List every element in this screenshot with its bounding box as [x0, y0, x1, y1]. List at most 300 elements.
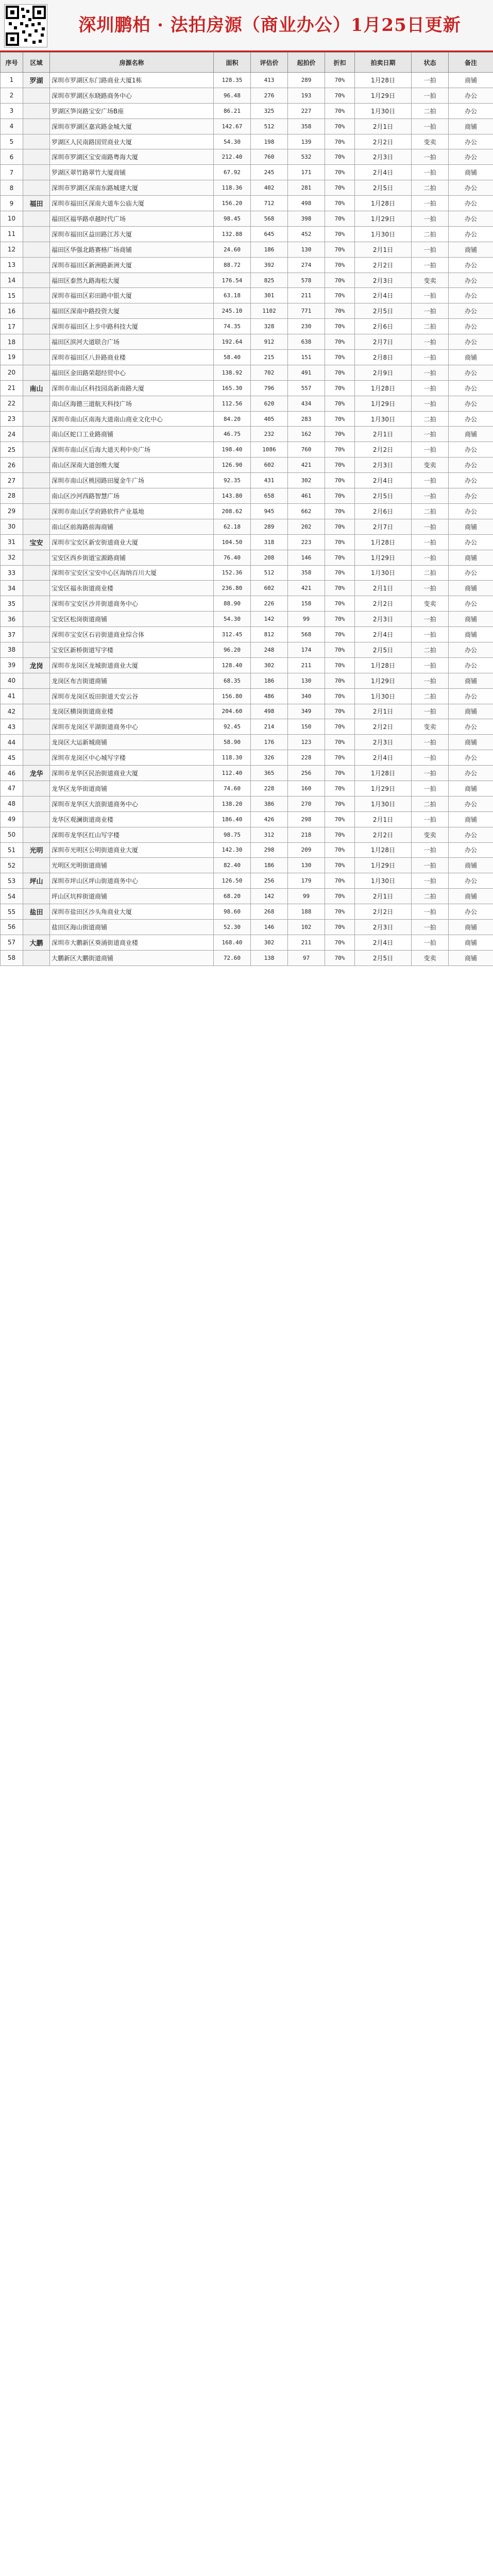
table-row[interactable] — [1, 673, 493, 688]
row-name: 宝安区松岗街道商铺 — [50, 612, 214, 627]
row-start-price: 99 — [288, 889, 325, 904]
table-row[interactable] — [1, 781, 493, 796]
row-area: 龙华 — [23, 766, 50, 781]
row-name: 深圳市龙岗区平湖街道商务中心 — [50, 719, 214, 735]
row-appraisal: 760 — [251, 149, 288, 165]
row-note: 商铺 — [449, 919, 493, 935]
row-appraisal: 186 — [251, 858, 288, 873]
table-row[interactable] — [1, 519, 493, 534]
row-size: 112.56 — [214, 396, 251, 411]
row-area — [23, 503, 50, 519]
row-ratio: 70% — [325, 273, 355, 288]
row-appraisal: 268 — [251, 904, 288, 920]
table-row[interactable] — [1, 889, 493, 904]
row-name: 深圳市宝安区新安街道商业大厦 — [50, 534, 214, 550]
row-date: 2月4日 — [355, 750, 412, 766]
row-number: 42 — [1, 704, 23, 719]
row-size: 126.90 — [214, 457, 251, 473]
row-note: 商铺 — [449, 858, 493, 873]
row-size: 62.18 — [214, 519, 251, 534]
row-number: 43 — [1, 719, 23, 735]
row-status: 一拍 — [412, 334, 449, 350]
row-note: 办公 — [449, 766, 493, 781]
table-row[interactable] — [1, 118, 493, 134]
table-row[interactable] — [1, 766, 493, 781]
row-ratio: 70% — [325, 673, 355, 688]
row-status: 一拍 — [412, 196, 449, 211]
row-name: 罗湖区笋岗路宝安广场B座 — [50, 103, 214, 118]
row-start-price: 202 — [288, 519, 325, 534]
row-area — [23, 796, 50, 811]
row-status: 一拍 — [412, 919, 449, 935]
row-ratio: 70% — [325, 565, 355, 581]
row-appraisal: 392 — [251, 257, 288, 273]
row-name: 南山区蛇口工业路商铺 — [50, 427, 214, 442]
row-appraisal: 386 — [251, 796, 288, 811]
row-size: 126.50 — [214, 873, 251, 889]
row-start-price: 298 — [288, 811, 325, 827]
row-appraisal: 228 — [251, 781, 288, 796]
row-start-price: 662 — [288, 503, 325, 519]
table-row[interactable] — [1, 149, 493, 165]
row-size: 132.88 — [214, 226, 251, 242]
row-note: 办公 — [449, 503, 493, 519]
row-number: 1 — [1, 73, 23, 88]
row-ratio: 70% — [325, 642, 355, 657]
row-appraisal: 426 — [251, 811, 288, 827]
table-row[interactable] — [1, 919, 493, 935]
column-header-note: 备注 — [449, 53, 493, 73]
row-size: 24.60 — [214, 242, 251, 257]
table-row[interactable] — [1, 380, 493, 396]
row-area — [23, 673, 50, 688]
row-name: 罗湖区人民南路国贸商业大厦 — [50, 134, 214, 149]
table-row[interactable] — [1, 627, 493, 642]
row-ratio: 70% — [325, 811, 355, 827]
row-start-price: 340 — [288, 688, 325, 704]
row-status: 一拍 — [412, 211, 449, 227]
row-status: 一拍 — [412, 149, 449, 165]
row-note: 办公 — [449, 827, 493, 842]
row-start-price: 230 — [288, 319, 325, 334]
row-number: 56 — [1, 919, 23, 935]
row-date: 1月29日 — [355, 88, 412, 103]
row-size: 74.35 — [214, 319, 251, 334]
row-start-price: 193 — [288, 88, 325, 103]
row-size: 52.30 — [214, 919, 251, 935]
row-ratio: 70% — [325, 842, 355, 858]
row-area: 福田 — [23, 196, 50, 211]
row-note: 商铺 — [449, 889, 493, 904]
row-appraisal: 245 — [251, 165, 288, 180]
row-start-price: 99 — [288, 612, 325, 627]
row-status: 二拍 — [412, 565, 449, 581]
table-row[interactable] — [1, 935, 493, 950]
table-row[interactable] — [1, 719, 493, 735]
table-row[interactable] — [1, 657, 493, 673]
row-status: 变卖 — [412, 827, 449, 842]
row-date: 2月7日 — [355, 519, 412, 534]
row-number: 17 — [1, 319, 23, 334]
row-appraisal: 312 — [251, 827, 288, 842]
row-number: 53 — [1, 873, 23, 889]
row-number: 21 — [1, 380, 23, 396]
row-name: 盐田区海山街道商铺 — [50, 919, 214, 935]
row-status: 一拍 — [412, 427, 449, 442]
table-row[interactable] — [1, 704, 493, 719]
row-size: 84.20 — [214, 411, 251, 427]
row-date: 2月1日 — [355, 242, 412, 257]
row-note: 办公 — [449, 596, 493, 612]
row-name: 福田区泰然九路海松大厦 — [50, 273, 214, 288]
row-status: 一拍 — [412, 165, 449, 180]
row-ratio: 70% — [325, 334, 355, 350]
row-appraisal: 276 — [251, 88, 288, 103]
row-status: 一拍 — [412, 735, 449, 750]
row-number: 25 — [1, 442, 23, 457]
row-size: 63.18 — [214, 288, 251, 303]
row-size: 165.30 — [214, 380, 251, 396]
row-area — [23, 627, 50, 642]
row-name: 南山区前海路前海商铺 — [50, 519, 214, 534]
table-row[interactable] — [1, 796, 493, 811]
row-number: 51 — [1, 842, 23, 858]
table-row[interactable] — [1, 473, 493, 488]
row-number: 11 — [1, 226, 23, 242]
header-banner — [0, 0, 493, 52]
table-row[interactable] — [1, 750, 493, 766]
table-row[interactable] — [1, 550, 493, 565]
table-row[interactable] — [1, 842, 493, 858]
row-area — [23, 242, 50, 257]
table-row[interactable] — [1, 242, 493, 257]
row-note: 商铺 — [449, 427, 493, 442]
row-name: 深圳市龙华区大浪街道商务中心 — [50, 796, 214, 811]
row-name: 深圳市福田区上步中路科技大厦 — [50, 319, 214, 334]
row-name: 深圳市大鹏新区葵涌街道商业楼 — [50, 935, 214, 950]
row-start-price: 146 — [288, 550, 325, 565]
row-date: 2月2日 — [355, 719, 412, 735]
row-note: 办公 — [449, 365, 493, 380]
row-ratio: 70% — [325, 226, 355, 242]
row-area: 盐田 — [23, 904, 50, 920]
row-date: 1月29日 — [355, 858, 412, 873]
row-area: 坪山 — [23, 873, 50, 889]
row-date: 2月4日 — [355, 165, 412, 180]
row-size: 86.21 — [214, 103, 251, 118]
row-note: 办公 — [449, 904, 493, 920]
row-date: 1月28日 — [355, 196, 412, 211]
table-row[interactable] — [1, 581, 493, 596]
table-row[interactable] — [1, 735, 493, 750]
row-status: 变卖 — [412, 273, 449, 288]
row-start-price: 302 — [288, 473, 325, 488]
row-size: 112.40 — [214, 766, 251, 781]
row-start-price: 557 — [288, 380, 325, 396]
row-area — [23, 565, 50, 581]
row-area — [23, 180, 50, 196]
row-status: 一拍 — [412, 396, 449, 411]
row-date: 2月6日 — [355, 319, 412, 334]
table-row[interactable] — [1, 303, 493, 319]
row-date: 1月29日 — [355, 781, 412, 796]
row-status: 一拍 — [412, 612, 449, 627]
table-row[interactable] — [1, 827, 493, 842]
row-ratio: 70% — [325, 719, 355, 735]
row-date: 2月8日 — [355, 350, 412, 365]
table-row[interactable] — [1, 334, 493, 350]
row-note: 办公 — [449, 873, 493, 889]
row-number: 41 — [1, 688, 23, 704]
row-note: 办公 — [449, 180, 493, 196]
row-status: 二拍 — [412, 226, 449, 242]
row-note: 办公 — [449, 380, 493, 396]
row-status: 二拍 — [412, 180, 449, 196]
table-row[interactable] — [1, 350, 493, 365]
row-appraisal: 146 — [251, 919, 288, 935]
row-date: 2月1日 — [355, 581, 412, 596]
row-date: 2月1日 — [355, 889, 412, 904]
row-start-price: 227 — [288, 103, 325, 118]
row-status: 一拍 — [412, 873, 449, 889]
row-number: 49 — [1, 811, 23, 827]
row-name: 深圳市宝安区沙井街道商务中心 — [50, 596, 214, 612]
row-start-price: 160 — [288, 781, 325, 796]
row-note: 办公 — [449, 257, 493, 273]
row-status: 一拍 — [412, 935, 449, 950]
table-row[interactable] — [1, 488, 493, 504]
table-row[interactable] — [1, 319, 493, 334]
row-appraisal: 512 — [251, 118, 288, 134]
row-start-price: 421 — [288, 457, 325, 473]
row-date: 2月1日 — [355, 118, 412, 134]
table-row[interactable] — [1, 103, 493, 118]
row-name: 龙岗区横岗街道商业楼 — [50, 704, 214, 719]
table-row[interactable] — [1, 950, 493, 965]
row-start-price: 139 — [288, 134, 325, 149]
row-start-price: 130 — [288, 858, 325, 873]
row-area — [23, 288, 50, 303]
row-appraisal: 298 — [251, 842, 288, 858]
row-note: 商铺 — [449, 781, 493, 796]
row-area — [23, 457, 50, 473]
row-note: 办公 — [449, 534, 493, 550]
row-area: 南山 — [23, 380, 50, 396]
row-status: 一拍 — [412, 257, 449, 273]
row-ratio: 70% — [325, 303, 355, 319]
row-area — [23, 88, 50, 103]
row-size: 204.60 — [214, 704, 251, 719]
table-row[interactable] — [1, 534, 493, 550]
row-number: 55 — [1, 904, 23, 920]
row-note: 商铺 — [449, 550, 493, 565]
table-row[interactable] — [1, 811, 493, 827]
row-size: 128.40 — [214, 657, 251, 673]
row-appraisal: 142 — [251, 889, 288, 904]
row-area — [23, 581, 50, 596]
row-area — [23, 303, 50, 319]
table-row[interactable] — [1, 873, 493, 889]
row-size: 92.45 — [214, 719, 251, 735]
row-appraisal: 289 — [251, 519, 288, 534]
row-date: 1月28日 — [355, 766, 412, 781]
row-appraisal: 825 — [251, 273, 288, 288]
table-row[interactable] — [1, 427, 493, 442]
row-size: 168.40 — [214, 935, 251, 950]
table-row[interactable] — [1, 411, 493, 427]
row-start-price: 211 — [288, 657, 325, 673]
table-row[interactable] — [1, 457, 493, 473]
table-row[interactable] — [1, 688, 493, 704]
table-row[interactable] — [1, 442, 493, 457]
row-start-price: 151 — [288, 350, 325, 365]
table-row[interactable] — [1, 642, 493, 657]
row-start-price: 162 — [288, 427, 325, 442]
table-row[interactable] — [1, 612, 493, 627]
row-date: 2月5日 — [355, 180, 412, 196]
column-header-date: 拍卖日期 — [355, 53, 412, 73]
row-appraisal: 302 — [251, 935, 288, 950]
table-row[interactable] — [1, 196, 493, 211]
row-area — [23, 950, 50, 965]
row-size: 68.20 — [214, 889, 251, 904]
row-number: 37 — [1, 627, 23, 642]
row-date: 2月4日 — [355, 473, 412, 488]
row-number: 23 — [1, 411, 23, 427]
row-ratio: 70% — [325, 889, 355, 904]
table-row[interactable] — [1, 134, 493, 149]
row-size: 67.92 — [214, 165, 251, 180]
row-status: 一拍 — [412, 380, 449, 396]
row-start-price: 638 — [288, 334, 325, 350]
row-size: 128.35 — [214, 73, 251, 88]
table-row[interactable] — [1, 211, 493, 227]
row-area — [23, 226, 50, 242]
row-appraisal: 413 — [251, 73, 288, 88]
row-appraisal: 326 — [251, 750, 288, 766]
row-name: 深圳市宝安区石岩街道商业综合体 — [50, 627, 214, 642]
row-status: 变卖 — [412, 596, 449, 612]
row-name: 深圳市龙岗区坂田街道天安云谷 — [50, 688, 214, 704]
row-note: 办公 — [449, 103, 493, 118]
table-row[interactable] — [1, 273, 493, 288]
table-row[interactable] — [1, 565, 493, 581]
row-start-price: 498 — [288, 196, 325, 211]
row-status: 二拍 — [412, 503, 449, 519]
row-name: 深圳市福田区新洲路新洲大厦 — [50, 257, 214, 273]
row-date: 2月5日 — [355, 488, 412, 504]
row-number: 28 — [1, 488, 23, 504]
row-area — [23, 688, 50, 704]
row-status: 一拍 — [412, 750, 449, 766]
row-area — [23, 612, 50, 627]
column-header-start: 起拍价 — [288, 53, 325, 73]
row-status: 一拍 — [412, 242, 449, 257]
table-row[interactable] — [1, 226, 493, 242]
row-ratio: 70% — [325, 796, 355, 811]
row-status: 变卖 — [412, 950, 449, 965]
row-ratio: 70% — [325, 519, 355, 534]
row-start-price: 434 — [288, 396, 325, 411]
table-row[interactable] — [1, 73, 493, 88]
table-row[interactable] — [1, 596, 493, 612]
row-date: 2月2日 — [355, 134, 412, 149]
row-start-price: 452 — [288, 226, 325, 242]
row-name: 龙岗区大运新城商铺 — [50, 735, 214, 750]
table-row[interactable] — [1, 904, 493, 920]
row-size: 142.30 — [214, 842, 251, 858]
table-row[interactable] — [1, 257, 493, 273]
table-row[interactable] — [1, 165, 493, 180]
table-row[interactable] — [1, 180, 493, 196]
row-ratio: 70% — [325, 380, 355, 396]
row-date: 1月29日 — [355, 396, 412, 411]
row-name: 深圳市罗湖区深南东路城建大厦 — [50, 180, 214, 196]
row-ratio: 70% — [325, 904, 355, 920]
row-size: 156.20 — [214, 196, 251, 211]
row-note: 办公 — [449, 88, 493, 103]
row-ratio: 70% — [325, 919, 355, 935]
row-ratio: 70% — [325, 873, 355, 889]
row-date: 2月4日 — [355, 627, 412, 642]
row-size: 58.40 — [214, 350, 251, 365]
row-name: 深圳市南山区科技园高新南路大厦 — [50, 380, 214, 396]
row-area — [23, 889, 50, 904]
table-header-row — [1, 53, 493, 73]
row-note: 办公 — [449, 149, 493, 165]
table-row[interactable] — [1, 858, 493, 873]
row-start-price: 211 — [288, 935, 325, 950]
column-header-name: 房源名称 — [50, 53, 214, 73]
row-name: 深圳市龙华区红山写字楼 — [50, 827, 214, 842]
row-date: 1月30日 — [355, 873, 412, 889]
row-size: 98.75 — [214, 827, 251, 842]
row-area — [23, 750, 50, 766]
column-header-appraisal: 评估价 — [251, 53, 288, 73]
row-size: 104.50 — [214, 534, 251, 550]
row-status: 一拍 — [412, 581, 449, 596]
row-note: 办公 — [449, 642, 493, 657]
row-note: 商铺 — [449, 118, 493, 134]
row-note: 商铺 — [449, 811, 493, 827]
row-ratio: 70% — [325, 442, 355, 457]
row-ratio: 70% — [325, 73, 355, 88]
row-area: 罗湖 — [23, 73, 50, 88]
row-area — [23, 427, 50, 442]
row-ratio: 70% — [325, 581, 355, 596]
row-date: 2月3日 — [355, 735, 412, 750]
row-date: 1月30日 — [355, 796, 412, 811]
table-row[interactable] — [1, 503, 493, 519]
row-name: 深圳市宝安区宝安中心区海纳百川大厦 — [50, 565, 214, 581]
row-name: 福田区福华路卓越时代广场 — [50, 211, 214, 227]
row-start-price: 102 — [288, 919, 325, 935]
row-status: 一拍 — [412, 473, 449, 488]
table-row[interactable] — [1, 365, 493, 380]
row-ratio: 70% — [325, 242, 355, 257]
row-size: 82.40 — [214, 858, 251, 873]
table-row[interactable] — [1, 88, 493, 103]
row-note: 办公 — [449, 273, 493, 288]
table-row[interactable] — [1, 288, 493, 303]
row-size: 46.75 — [214, 427, 251, 442]
row-appraisal: 712 — [251, 196, 288, 211]
row-start-price: 398 — [288, 211, 325, 227]
table-row[interactable] — [1, 396, 493, 411]
row-size: 54.30 — [214, 612, 251, 627]
row-number: 24 — [1, 427, 23, 442]
row-note: 办公 — [449, 688, 493, 704]
